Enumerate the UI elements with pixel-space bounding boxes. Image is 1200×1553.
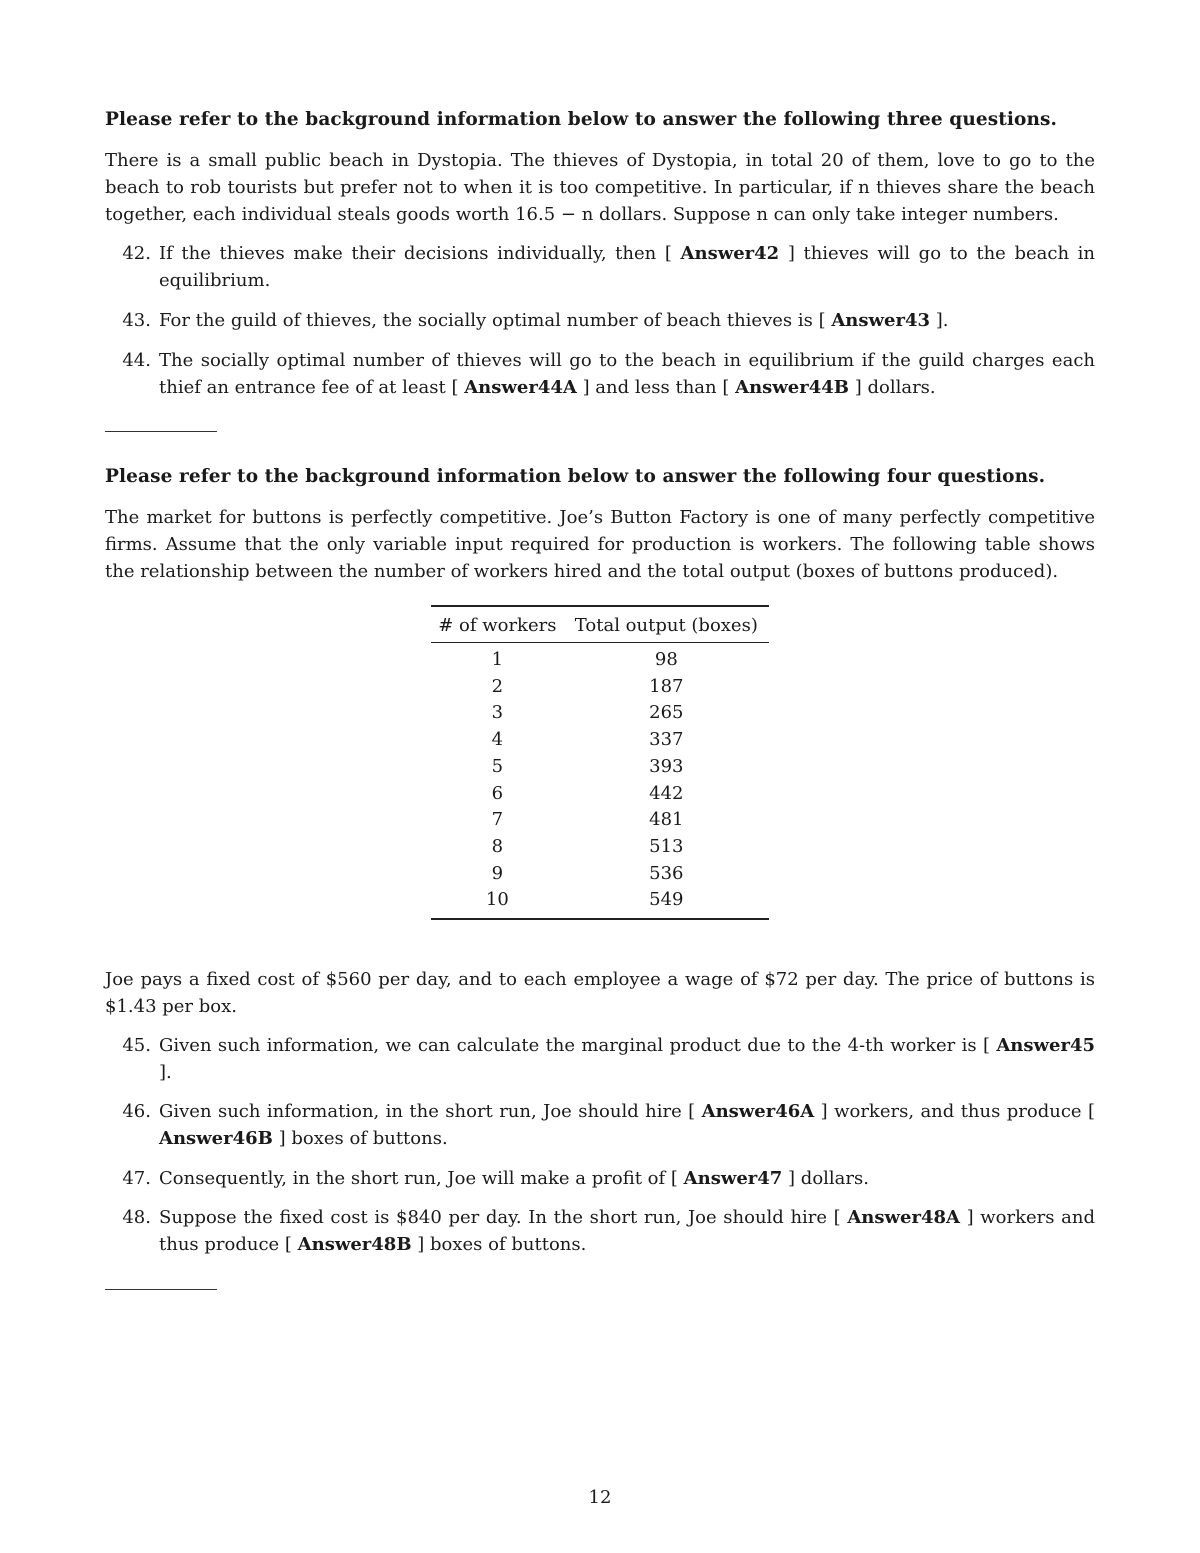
- answer-blank[interactable]: Answer43: [831, 310, 930, 331]
- section1-heading: Please refer to the background information below to answer the following three questions.: [105, 109, 1058, 130]
- section-divider: [105, 1289, 217, 1290]
- answer-blank[interactable]: Answer46A: [701, 1101, 815, 1122]
- answer-blank[interactable]: Answer44B: [735, 377, 849, 398]
- page-number: 12: [588, 1487, 612, 1508]
- question-number: 45.: [122, 1035, 151, 1056]
- table-header-row: [431, 606, 769, 643]
- answer-blank[interactable]: Answer48B: [297, 1234, 412, 1255]
- question-47: 47. Consequently, in the short run, Joe will make a profit of [ Answer47 ] dollars.: [105, 1165, 1095, 1192]
- answer-blank[interactable]: Answer46B: [159, 1128, 273, 1149]
- table-row: 7 481: [491, 809, 684, 831]
- question-48: 48. Suppose the fixed cost is $840 per day. In the short run, Joe should hire [ Answer48A ] workers and thus produce [ Answer48B ] boxes of buttons.: [105, 1204, 1095, 1258]
- answer-blank[interactable]: Answer42: [680, 243, 780, 264]
- question-43: 43. For the guild of thieves, the socially optimal number of beach thieves is [ Answer43 ].: [105, 307, 1095, 334]
- header-workers: # of workers: [431, 606, 564, 643]
- table-row: 8 513: [491, 835, 684, 857]
- table-row: 4 337: [491, 729, 684, 751]
- table-row: 1 98: [491, 649, 678, 670]
- section1-intro: There is a small public beach in Dystopia. The thieves of Dystopia, in total 20 of them, love to go to the beach to rob tourists but prefer not to when it is too competitive. In particular, if n thieves share the beach together, each individual steals goods worth 16.5 − n dollars. Suppose n can only take integer numbers.: [105, 150, 1095, 225]
- question-42: 42. If the thieves make their decisions individually, then [ Answer42 ] thieves will go to the beach in equilibrium.: [105, 240, 1095, 294]
- table-row: 3 265: [491, 702, 684, 724]
- section2-heading: Please refer to the background information below to answer the following four questions.: [105, 466, 1046, 487]
- question-45: 45. Given such information, we can calculate the marginal product due to the 4-th worker is [ Answer45 ].: [105, 1032, 1095, 1086]
- question-number: 42.: [122, 243, 151, 264]
- section2-cost-info: Joe pays a fixed cost of $560 per day, and to each employee a wage of $72 per day. The price of buttons is $1.43 per box.: [105, 969, 1095, 1017]
- section2-intro: The market for buttons is perfectly competitive. Joe’s Button Factory is one of many perfectly competitive firms. Assume that the only variable input required for production is workers. The following table shows the relationship between the number of workers hired and the total output (boxes of buttons produced).: [105, 507, 1095, 582]
- question-44: 44. The socially optimal number of thieves will go to the beach in equilibrium if the guild charges each thief an entrance fee of at least [ Answer44A ] and less than [ Answer44B ] dollars.: [105, 347, 1095, 401]
- question-46: 46. Given such information, in the short run, Joe should hire [ Answer46A ] workers, and thus produce [ Answer46B ] boxes of buttons.: [105, 1098, 1095, 1152]
- answer-blank[interactable]: Answer47: [683, 1168, 783, 1189]
- question-number: 47.: [122, 1168, 151, 1189]
- section-divider: [105, 431, 217, 432]
- table-row: 6 442: [491, 782, 684, 804]
- workers-output-table: [431, 605, 769, 920]
- question-number: 48.: [122, 1207, 151, 1228]
- question-number: 44.: [122, 350, 151, 371]
- table-row: 2 187: [491, 675, 684, 697]
- table-row: 9 536: [491, 862, 684, 884]
- answer-blank[interactable]: Answer45: [996, 1035, 1095, 1056]
- answer-blank[interactable]: Answer48A: [847, 1207, 960, 1228]
- table-row: 5 393: [491, 755, 684, 777]
- question-number: 46.: [122, 1101, 151, 1122]
- question-number: 43.: [122, 310, 151, 331]
- header-output: Total output (boxes): [564, 606, 769, 643]
- answer-blank[interactable]: Answer44A: [464, 377, 577, 398]
- table-row: 10 549: [485, 889, 684, 911]
